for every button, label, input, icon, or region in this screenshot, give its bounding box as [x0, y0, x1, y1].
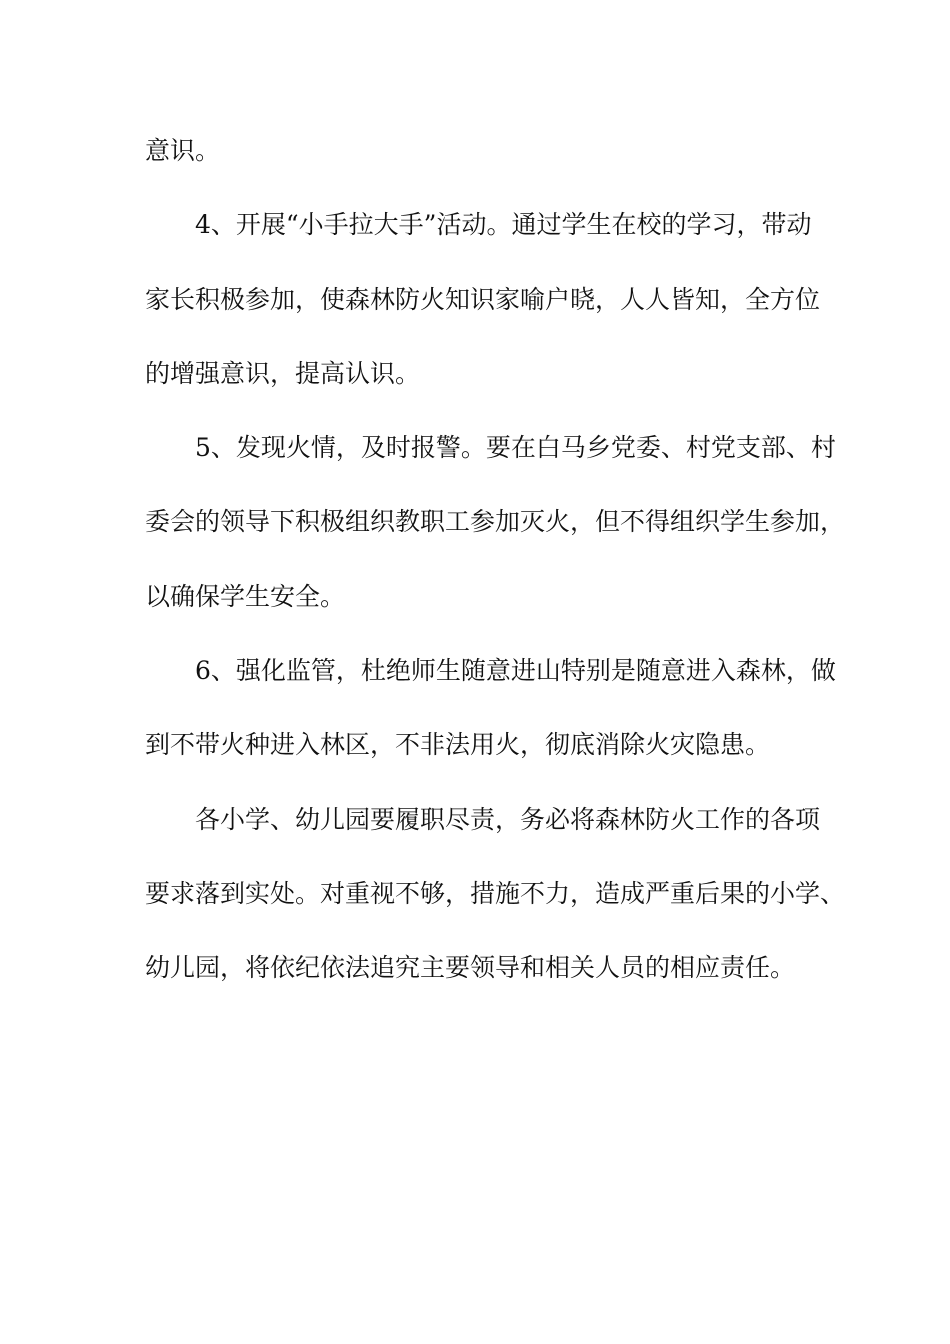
text-line: 6、强化监管，杜绝师生随意进山特别是随意进入森林，做: [195, 656, 836, 686]
text-line: 要求落到实处。对重视不够，措施不力，造成严重后果的小学、: [145, 878, 846, 908]
text-line: 的增强意识，提高认识。: [145, 358, 421, 388]
text-line: 以确保学生安全。: [145, 581, 346, 611]
text-line: 5、发现火情，及时报警。要在白马乡党委、村党支部、村: [195, 433, 836, 463]
text-line: 4、开展“小手拉大手”活动。通过学生在校的学习，带动: [195, 210, 812, 240]
text-line: 委会的领导下积极组织教职工参加灭火，但不得组织学生参加，: [145, 507, 846, 537]
text-line: 家长积极参加，使森林防火知识家喻户晓，人人皆知，全方位: [145, 284, 821, 314]
text-line: 意识。: [145, 136, 221, 165]
text-line: 各小学、幼儿园要履职尽责，务必将森林防火工作的各项: [195, 804, 821, 834]
text-line: 幼儿园，将依纪依法追究主要领导和相关人员的相应责任。: [145, 953, 796, 983]
text-line: 到不带火种进入林区，不非法用火，彻底消除火灾隐患。: [145, 730, 771, 760]
document-body: [145, 128, 846, 1020]
